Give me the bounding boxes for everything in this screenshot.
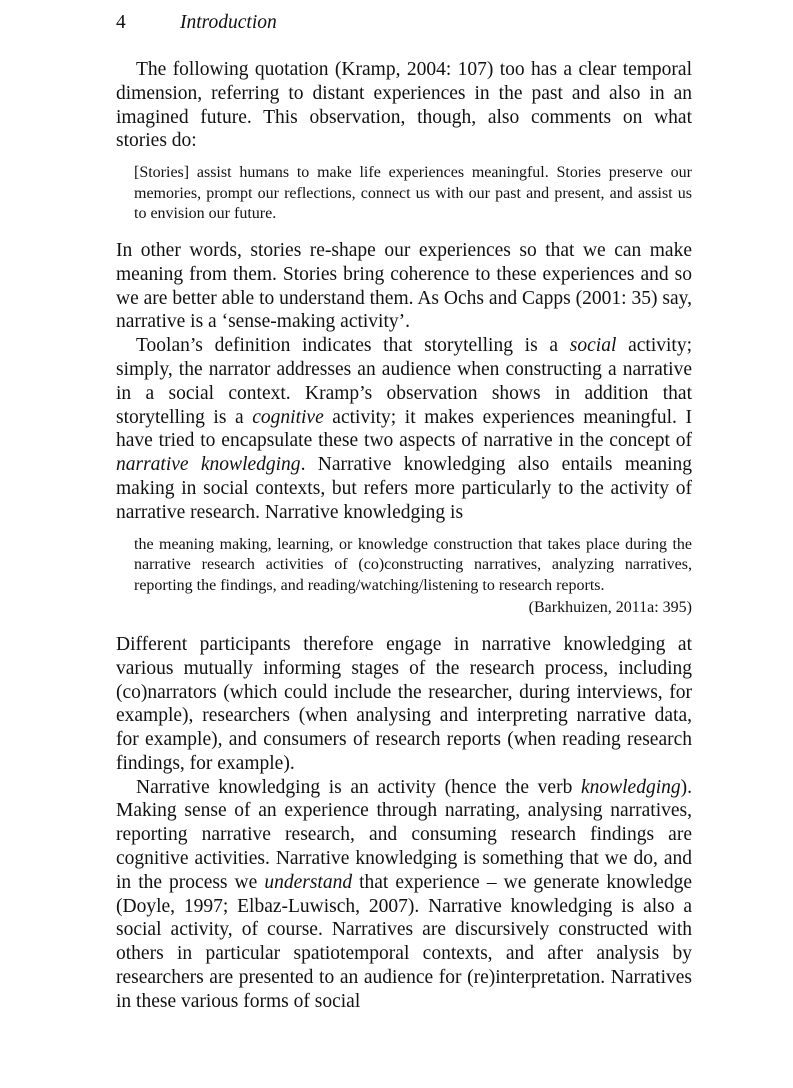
page-header xyxy=(116,12,692,44)
paragraph-5 xyxy=(116,776,692,1014)
paragraph-5-text-e: that experience – we generate knowledge (Doyle, 1997; Elbaz-Luwisch, 2007). Narrative knowledging is also a social activity, of course. Narratives are discursively constructed with others in particular spatiotemporal contexts, and after analysis by researchers are presented to an audience for (re)interpretation. Narratives in these various forms of social xyxy=(116,871,692,1012)
paragraph-3-text-g: . Narrative knowledging also entails meaning making in social contexts, but refers more particularly to the activity of narrative research. Narrative knowledging is xyxy=(116,454,692,523)
block-quote-2 xyxy=(134,535,692,619)
paragraph-3-text-e: activity; it makes experiences meaningful. I have tried to encapsulate these two aspects of narrative in the concept of xyxy=(116,406,692,452)
emphasis-narrative-knowledging: narrative knowledging xyxy=(116,454,301,476)
paragraph-3-text-c: activity; simply, the narrator addresses an audience when constructing a narrative in a social context. Kramp’s observation shows in addition that storytelling is a xyxy=(116,335,692,428)
paragraph-1: The following quotation (Kramp, 2004: 107) too has a clear temporal dimension, referring to distant experiences in the past and also in an imagined future. This observation, though, also comments on what stories do: xyxy=(116,59,692,152)
emphasis-cognitive: cognitive xyxy=(252,406,324,428)
book-page xyxy=(116,12,692,1014)
paragraph-3-text-a: Toolan’s definition indicates that storytelling is a xyxy=(136,335,570,357)
running-head: Introduction xyxy=(180,12,277,33)
paragraph-5-text-a: Narrative knowledging is an activity (hence the verb xyxy=(136,776,581,798)
paragraph-3 xyxy=(116,334,692,524)
paragraph-5-text-c: ). Making sense of an experience through narrating, analysing narratives, reporting narrative research, and consuming research findings are cognitive activities. Narrative knowledging is something that we do, and in the process we xyxy=(116,776,692,893)
body-text xyxy=(116,58,692,1014)
paragraph-4: Different participants therefore engage in narrative knowledging at various mutually informing stages of the research process, including (co)narrators (which could include the researcher, during interviews, for example), researchers (when analysing and interpreting narrative data, for example), and consumers of research reports (when reading research findings, for example). xyxy=(116,633,692,774)
block-quote-2-citation: (Barkhuizen, 2011a: 395) xyxy=(528,599,692,617)
emphasis-knowledging: knowledging xyxy=(580,776,681,798)
page-number: 4 xyxy=(116,12,126,33)
block-quote-2-text: the meaning making, learning, or knowledge construction that takes place during the narrative research activities of (co)constructing narratives, analyzing narratives, reporting the findings, and reading/watching/listening to research reports. xyxy=(134,535,692,594)
block-quote-1: [Stories] assist humans to make life experiences meaningful. Stories preserve our memories, prompt our reflections, connect us with our past and present, and assist us to envision our future. xyxy=(134,164,692,223)
emphasis-understand: understand xyxy=(264,871,353,893)
emphasis-social: social xyxy=(569,335,617,357)
paragraph-2: In other words, stories re-shape our experiences so that we can make meaning from them. Stories bring coherence to these experiences and so we are better able to understand them. As Ochs and Capps (2001: 35) say, narrative is a ‘sense-making activity’. xyxy=(116,239,692,333)
